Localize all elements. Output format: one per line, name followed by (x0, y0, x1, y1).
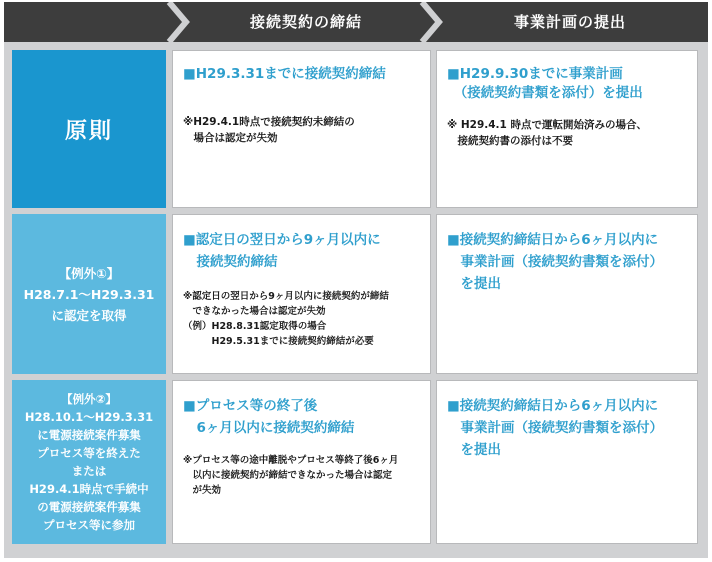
cell-note: ※認定日の翌日から9ヶ月以内に接続契約が締結 できなかった場合は認定が失効 （例）H28.8.31認定取得の場合 H29.5.31までに接続契約締結が必要 (183, 291, 389, 347)
cell-heading: ■接続契約締結日から6ヶ月以内に 事業計画（接続契約書類を添付） を提出 (447, 232, 663, 292)
label-line: 原則 (64, 118, 113, 144)
cell-exception-2-contract (172, 380, 431, 544)
row-label-principle (12, 50, 166, 208)
cell-heading: ■接続契約締結日から6ヶ月以内に 事業計画（接続契約書類を添付） を提出 (447, 398, 663, 458)
label-line: H28.7.1～H29.3.31 (23, 286, 155, 302)
cell-heading: ■H29.3.31までに接続契約締結 (183, 66, 386, 82)
cell-heading: ■プロセス等の終了後 6ヶ月以内に接続契約締結 (183, 398, 355, 436)
row-label-exception-2 (12, 380, 166, 544)
label-line: または (71, 464, 107, 478)
label-line: プロセス等に参加 (43, 518, 135, 532)
row-label-exception-1 (12, 214, 166, 374)
cell-heading: ■H29.9.30までに事業計画 （接続契約書類を添付）を提出 (447, 66, 643, 101)
header-business-plan: 事業計画の提出 (513, 13, 626, 31)
header-contract: 接続契約の締結 (249, 13, 362, 31)
cell-principle-plan (436, 50, 698, 208)
label-line: 【例外①】 (58, 265, 120, 281)
cell-exception-1-contract (172, 214, 431, 374)
label-line: H28.10.1～H29.3.31 (24, 410, 154, 424)
label-line: の電源接続案件募集 (37, 500, 141, 514)
cell-note: ※プロセス等の途中離脱やプロセス等終了後6ヶ月 以内に接続契約が締結できなかった場合は認定 が失効 (183, 455, 399, 496)
cell-principle-contract (172, 50, 431, 208)
cell-note: ※ H29.4.1 時点で運転開始済みの場合、 接続契約書の添付は不要 (447, 119, 648, 147)
cell-note: ※H29.4.1時点で接続契約未締結の 場合は認定が失効 (183, 116, 355, 144)
label-line: に認定を取得 (51, 307, 127, 323)
table-header (4, 2, 708, 42)
cell-heading: ■認定日の翌日から9ヶ月以内に 接続契約締結 (183, 232, 381, 270)
label-line: プロセス等を終えた (37, 446, 141, 460)
cell-exception-2-plan (436, 380, 698, 544)
label-line: H29.4.1時点で手続中 (29, 482, 149, 496)
cell-exception-1-plan (436, 214, 698, 374)
label-line: 【例外②】 (61, 392, 117, 406)
label-line: に電源接続案件募集 (37, 428, 141, 442)
